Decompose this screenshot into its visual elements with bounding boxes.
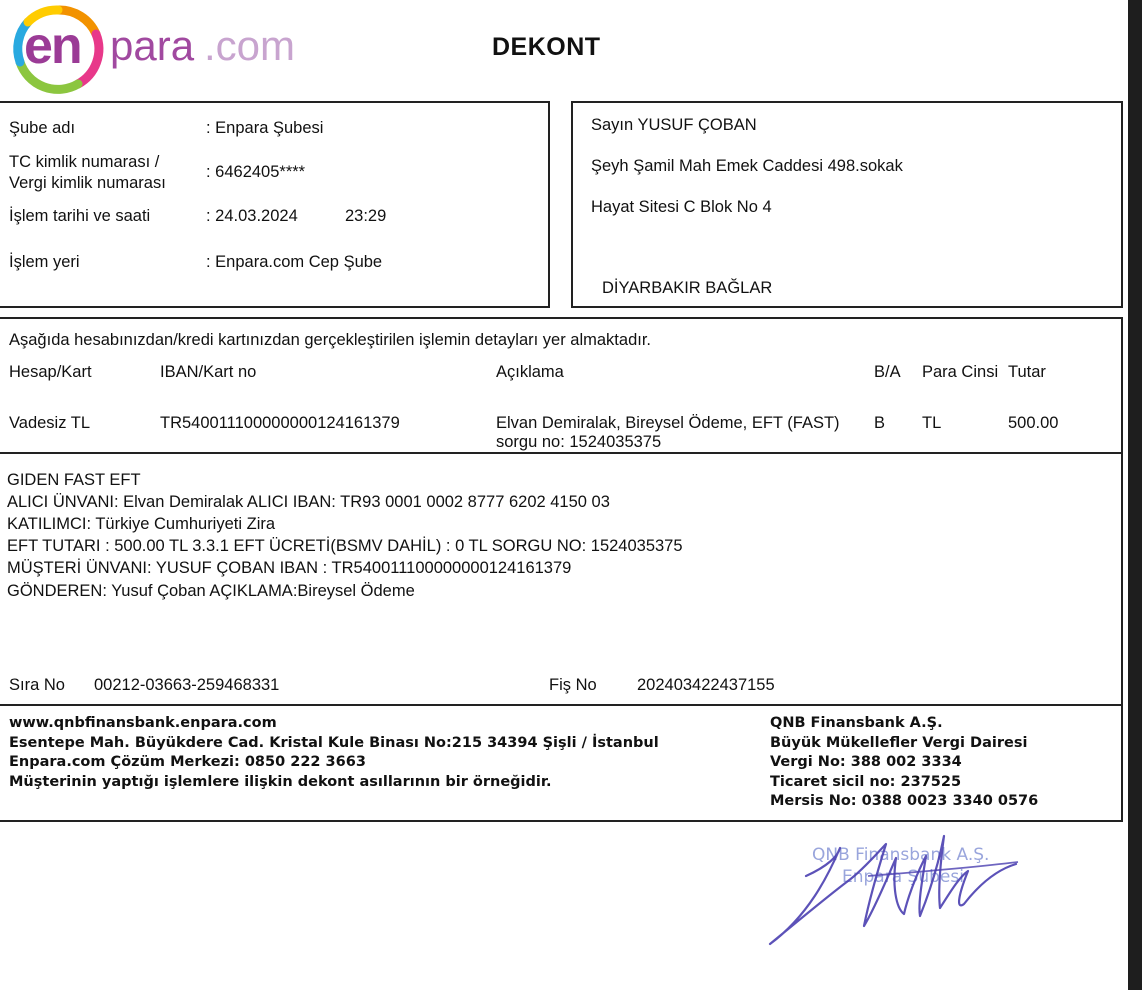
branch-info-box bbox=[0, 101, 550, 308]
bank-disclaimer: Müşterinin yaptığı işlemlere ilişkin dekont asıllarının bir örneğidir. bbox=[9, 773, 552, 790]
header-para-cinsi: Para Cinsi bbox=[922, 363, 999, 381]
sira-label: Sıra No bbox=[9, 676, 65, 694]
header-iban: IBAN/Kart no bbox=[160, 363, 257, 381]
row-tutar: 500.00 bbox=[1008, 414, 1059, 432]
bank-website: www.qnbfinansbank.enpara.com bbox=[9, 715, 277, 731]
date-label: İşlem tarihi ve saati bbox=[9, 207, 151, 225]
bank-stamp-signature bbox=[768, 826, 1028, 956]
header-hesap: Hesap/Kart bbox=[9, 363, 92, 381]
tax-office: Büyük Mükellefler Vergi Dairesi bbox=[770, 734, 1028, 751]
address-city: DİYARBAKIR BAĞLAR bbox=[602, 279, 773, 297]
header-ba: B/A bbox=[874, 363, 901, 381]
detail-line-3: KATILIMCI: Türkiye Cumhuriyeti Zira bbox=[7, 515, 276, 533]
address-line2: Hayat Sitesi C Blok No 4 bbox=[591, 198, 772, 216]
row-iban: TR540011100000000124161379 bbox=[160, 414, 400, 432]
tc-label-line2: Vergi kimlik numarası bbox=[9, 174, 166, 192]
row-aciklama-line2-clip bbox=[496, 433, 661, 452]
header-aciklama: Açıklama bbox=[496, 363, 564, 381]
logo-en-text: en bbox=[24, 17, 81, 75]
fis-label: Fiş No bbox=[549, 676, 597, 694]
tc-value: : 6462405**** bbox=[206, 163, 306, 181]
detail-line-1: GIDEN FAST EFT bbox=[7, 471, 141, 489]
tc-label bbox=[9, 152, 166, 194]
row-ba: B bbox=[874, 414, 886, 432]
tc-label-line1: TC kimlik numarası / bbox=[9, 153, 160, 171]
place-label: İşlem yeri bbox=[9, 253, 80, 271]
row-aciklama-line1: Elvan Demiralak, Bireysel Ödeme, EFT (FAST) bbox=[496, 414, 840, 432]
bank-footer-left bbox=[9, 714, 659, 792]
trade-registry: Ticaret sicil no: 237525 bbox=[770, 773, 962, 790]
address-box bbox=[571, 101, 1123, 308]
date-value: : 24.03.2024 bbox=[206, 207, 298, 225]
time-value: 23:29 bbox=[345, 207, 387, 225]
detail-line-4: EFT TUTARI : 500.00 TL 3.3.1 EFT ÜCRETİ(BSMV DAHİL) : 0 TL SORGU NO: 1524035375 bbox=[7, 537, 683, 555]
bank-address: Esentepe Mah. Büyükdere Cad. Kristal Kule Binası No:215 34394 Şişli / İstanbul bbox=[9, 734, 659, 751]
divider-line bbox=[0, 452, 1121, 454]
detail-line-6: GÖNDEREN: Yusuf Çoban AÇIKLAMA:Bireysel Ödeme bbox=[7, 582, 415, 600]
stamp-signature-icon bbox=[768, 826, 1028, 956]
branch-value: : Enpara Şubesi bbox=[206, 119, 324, 137]
sira-value: 00212-03663-259468331 bbox=[94, 676, 280, 694]
logo-com-text: .com bbox=[204, 22, 296, 69]
scrollbar[interactable] bbox=[1128, 0, 1142, 990]
detail-line-2: ALICI ÜNVANI: Elvan Demiralak ALICI IBAN: TR93 0001 0002 8777 6202 4150 03 bbox=[7, 493, 610, 511]
bank-footer-right bbox=[770, 714, 1038, 812]
address-line1: Şeyh Şamil Mah Emek Caddesi 498.sokak bbox=[591, 157, 903, 175]
header-tutar: Tutar bbox=[1008, 363, 1046, 381]
branch-label: Şube adı bbox=[9, 119, 76, 137]
row-para-cinsi: TL bbox=[922, 414, 942, 432]
place-value: : Enpara.com Cep Şube bbox=[206, 253, 383, 271]
footer-divider bbox=[0, 704, 1121, 706]
bank-name: QNB Finansbank A.Ş. bbox=[770, 715, 943, 731]
logo-para-text: para bbox=[110, 22, 195, 69]
bank-support-phone: Enpara.com Çözüm Merkezi: 0850 222 3663 bbox=[9, 754, 366, 770]
detail-line-5: MÜŞTERİ ÜNVANI: YUSUF ÇOBAN IBAN : TR540011100000000124161379 bbox=[7, 559, 572, 577]
mersis-number: Mersis No: 0388 0023 3340 0576 bbox=[770, 793, 1039, 809]
stamp-text-line2: Enpara Şubesi bbox=[842, 867, 964, 887]
transaction-intro: Aşağıda hesabınızdan/kredi kartınızdan gerçekleştirilen işlemin detayları yer almaktadır. bbox=[9, 331, 651, 349]
stamp-text-line1: QNB Finansbank A.Ş. bbox=[812, 845, 990, 865]
row-hesap: Vadesiz TL bbox=[9, 414, 91, 432]
tax-number: Vergi No: 388 002 3334 bbox=[770, 754, 962, 770]
document-title: DEKONT bbox=[492, 33, 601, 61]
fis-value: 202403422437155 bbox=[637, 676, 775, 694]
transaction-box bbox=[0, 317, 1123, 822]
row-aciklama-line2: sorgu no: 1524035375 bbox=[496, 433, 662, 451]
enpara-logo bbox=[8, 4, 296, 94]
customer-name: Sayın YUSUF ÇOBAN bbox=[591, 116, 757, 134]
